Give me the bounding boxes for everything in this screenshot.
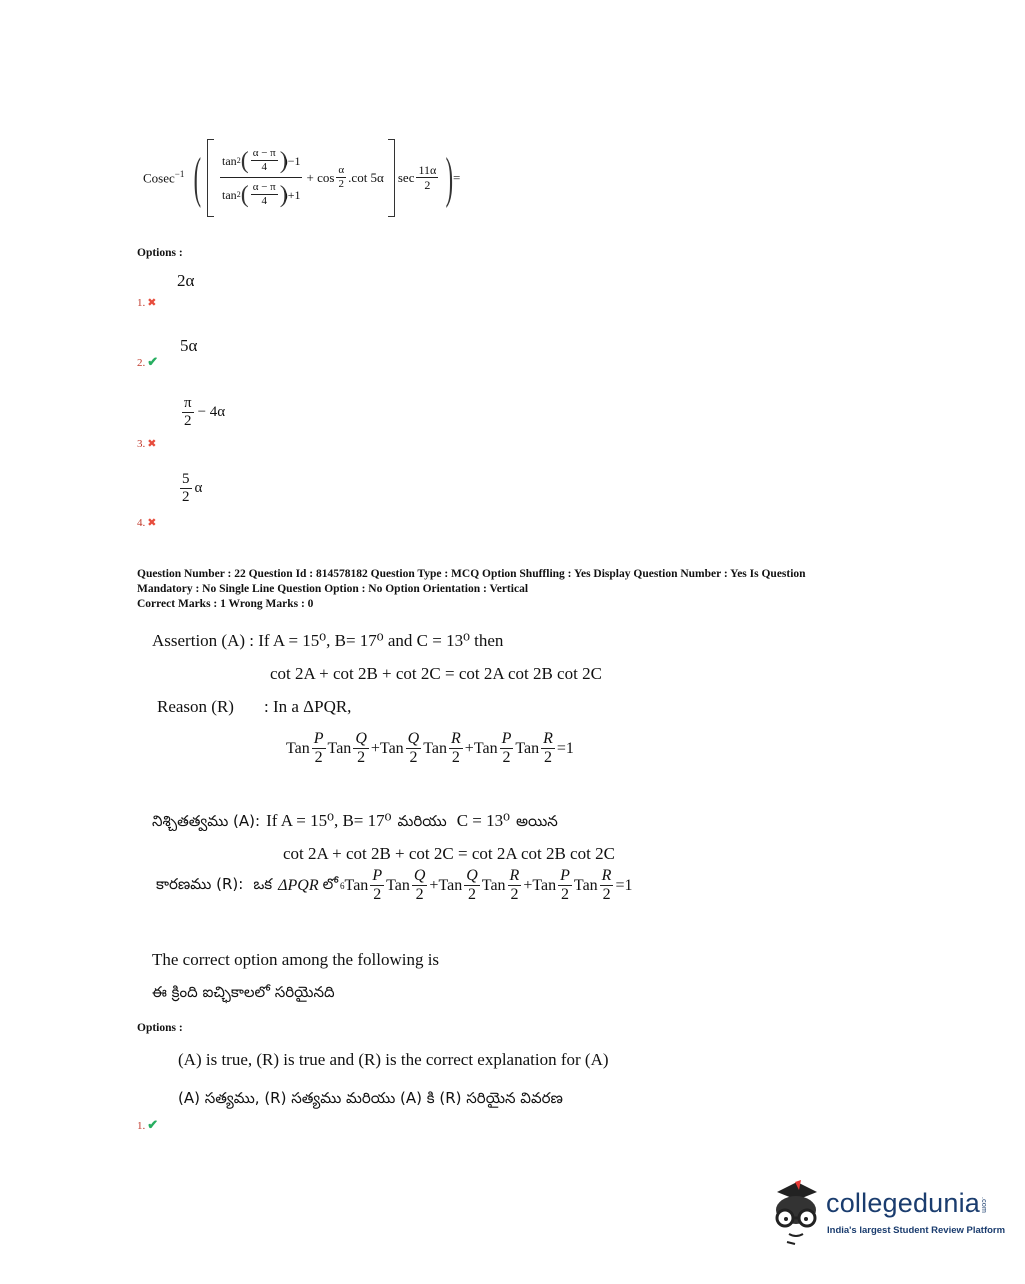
check-icon: ✔	[147, 1117, 159, 1132]
q21-option-4-text: $\frac{5}{2}$ α	[182, 471, 203, 505]
reason-text: : In a ΔPQR,	[264, 697, 352, 716]
q21-option-2[interactable]: 2. ✔	[137, 354, 159, 369]
q21-options-label: Options :	[137, 247, 183, 259]
q21-option-1[interactable]: 1. ✖	[137, 297, 157, 309]
q22-option-1[interactable]: 1. ✔	[137, 1117, 159, 1132]
reason-label: Reason (R)	[157, 697, 234, 716]
cosec-label: Cosec$^{-1}$	[143, 168, 185, 186]
q21-formula: Cosec$^{-1}$ ( tan 2 ( $\frac{\alpha - \pi}{4}$ ) )−1 tan 2 ( $\frac{\alpha - \pi}{4}$ ) )+1 + cos $\frac{\alpha}{2}$ .cot 5α sec $\frac{11\alpha}{2}$ ) =	[143, 135, 460, 220]
cross-icon: ✖	[147, 438, 157, 450]
right-paren: )	[445, 146, 454, 209]
assertion-equation: cot 2A + cot 2B + cot 2C = cot 2A cot 2B cot 2C	[270, 664, 602, 683]
left-bracket	[207, 139, 214, 217]
correct-option-prompt-te: ఈ క్రింది ఐచ్ఛికాలలో సరియైనది	[152, 983, 335, 1001]
reason-equation: Tan $\frac{P}{2}$ Tan $\frac{Q}{2}$ + Tan $\frac{Q}{2}$ Tan $\frac{R}{2}$ + Tan $\frac{P}{2}$ Tan $\frac{R}{2}$ =1	[286, 730, 574, 766]
left-paren: (	[193, 146, 202, 209]
brand-tagline: India's largest Student Review Platform	[827, 1225, 1006, 1236]
assertion-line: Assertion (A) : If A = 15⁰, B= 17⁰ and C = 13⁰ then	[152, 631, 504, 650]
q22-meta: Question Number : 22 Question Id : 814578182 Question Type : MCQ Option Shuffling : Yes Display Question Number : Yes Is Question Mandatory : No Single Line Question Option : No Option Orientation : Vertical Correct Marks : 1 Wrong Marks : 0	[137, 568, 806, 610]
q21-option-2-text: 5α	[180, 336, 198, 355]
cross-icon: ✖	[147, 517, 157, 529]
te-assertion-line: నిశ్చితత్వము (A): If A = 15⁰, B= 17⁰ మరియు C = 13⁰ అయిన	[152, 811, 558, 830]
q21-option-1-text: 2α	[177, 271, 195, 290]
cross-icon: ✖	[147, 297, 157, 309]
q21-option-3-text: $\frac{\pi}{2}$ − 4α	[184, 395, 226, 429]
q21-option-3[interactable]: 3. ✖	[137, 438, 157, 450]
correct-option-prompt-en: The correct option among the following is	[152, 950, 440, 969]
q22-option-1-text-te: (A) సత్యము, (R) సత్యము మరియు (A) కి (R) సరియైన వివరణ	[178, 1089, 563, 1107]
tan-fraction: tan 2 ( $\frac{\alpha - \pi}{4}$ ) )−1 tan 2 ( $\frac{\alpha - \pi}{4}$ ) )+1	[222, 147, 301, 208]
check-icon: ✔	[147, 354, 159, 369]
q21-option-4[interactable]: 4. ✖	[137, 517, 157, 529]
q22-option-1-text-en: (A) is true, (R) is true and (R) is the correct explanation for (A)	[178, 1050, 609, 1069]
collegedunia-logo[interactable]	[767, 1178, 1006, 1248]
q22-options-label: Options :	[137, 1022, 183, 1034]
brand-name: collegedunia.com	[826, 1188, 988, 1218]
right-bracket	[388, 139, 395, 217]
student-mascot-icon	[767, 1178, 825, 1246]
te-assertion-equation: cot 2A + cot 2B + cot 2C = cot 2A cot 2B cot 2C	[283, 844, 615, 863]
te-reason-line: కారణము (R): ఒక ΔPQR లో 6 Tan $\frac{P}{2}$ Tan $\frac{Q}{2}$ + Tan $\frac{Q}{2}$ Tan $\frac{R}{2}$ + Tan $\frac{P}{2}$ Tan $\frac{R}{2}$ =1	[156, 867, 633, 903]
